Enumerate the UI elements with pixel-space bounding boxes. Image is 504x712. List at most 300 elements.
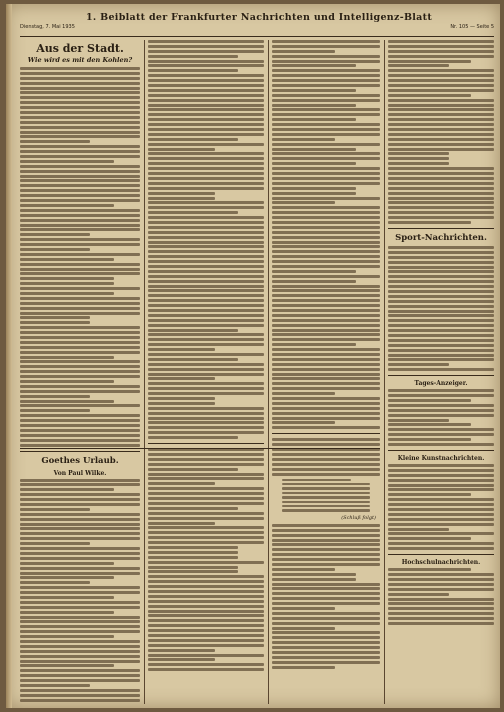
text-line bbox=[148, 123, 264, 126]
text-line bbox=[148, 610, 264, 613]
text-line bbox=[148, 162, 264, 165]
text-line bbox=[272, 397, 380, 400]
text-line bbox=[20, 523, 140, 526]
text-line bbox=[388, 152, 449, 155]
text-line bbox=[148, 668, 264, 671]
text-line bbox=[272, 167, 380, 170]
text-line bbox=[272, 55, 380, 58]
text-line bbox=[272, 343, 356, 346]
text-line bbox=[282, 479, 351, 482]
text-line bbox=[282, 509, 370, 512]
text-line bbox=[148, 585, 264, 588]
newspaper-page bbox=[6, 4, 500, 708]
text-line bbox=[20, 601, 140, 604]
text-line bbox=[20, 253, 140, 256]
text-line bbox=[272, 636, 380, 639]
text-line bbox=[20, 111, 140, 114]
text-line bbox=[148, 211, 238, 214]
text-line bbox=[148, 458, 264, 461]
article-author-goethe: Von Paul Wilke. bbox=[53, 469, 107, 477]
text-line bbox=[20, 160, 114, 163]
text-line bbox=[388, 310, 494, 313]
text-line bbox=[148, 654, 264, 657]
text-line bbox=[388, 394, 494, 397]
text-line bbox=[148, 197, 215, 200]
text-line bbox=[388, 74, 494, 77]
text-line bbox=[272, 402, 380, 405]
text-line bbox=[388, 542, 494, 545]
text-line bbox=[148, 531, 264, 534]
text-line bbox=[148, 89, 264, 92]
text-line bbox=[388, 251, 494, 254]
text-line bbox=[272, 607, 335, 610]
text-line bbox=[272, 245, 380, 248]
text-line bbox=[20, 67, 140, 70]
text-line bbox=[148, 502, 264, 505]
text-line bbox=[148, 236, 264, 239]
text-line bbox=[272, 631, 380, 634]
text-line bbox=[388, 192, 494, 195]
text-line bbox=[20, 189, 140, 192]
text-line bbox=[388, 319, 494, 322]
text-line bbox=[20, 238, 140, 241]
text-line bbox=[272, 338, 380, 341]
text-line bbox=[148, 497, 264, 500]
text-line bbox=[388, 201, 494, 204]
text-line bbox=[148, 314, 264, 317]
text-line bbox=[20, 96, 140, 99]
text-line bbox=[148, 108, 264, 111]
text-line bbox=[388, 182, 494, 185]
text-line bbox=[388, 280, 494, 283]
text-line bbox=[20, 385, 140, 388]
text-line bbox=[148, 512, 264, 515]
text-line bbox=[148, 241, 264, 244]
text-line bbox=[272, 113, 380, 116]
text-line bbox=[388, 404, 494, 407]
text-line bbox=[20, 199, 140, 202]
text-line bbox=[148, 663, 264, 666]
text-line bbox=[272, 280, 356, 283]
divider bbox=[388, 554, 494, 555]
text-line bbox=[388, 588, 494, 591]
text-line bbox=[272, 443, 380, 446]
text-line bbox=[20, 302, 140, 305]
text-line bbox=[388, 295, 494, 298]
text-line bbox=[148, 324, 264, 327]
text-line bbox=[148, 551, 238, 554]
text-line bbox=[272, 358, 380, 361]
text-line bbox=[388, 221, 471, 224]
text-line bbox=[388, 339, 494, 342]
divider bbox=[20, 451, 140, 452]
text-line bbox=[20, 547, 140, 550]
text-line bbox=[388, 89, 494, 92]
text-line bbox=[272, 104, 356, 107]
text-line bbox=[388, 69, 494, 72]
text-line bbox=[272, 387, 380, 390]
text-line bbox=[388, 568, 471, 571]
text-line bbox=[148, 426, 264, 429]
text-line bbox=[272, 201, 335, 204]
text-line bbox=[20, 233, 90, 236]
text-line bbox=[272, 157, 380, 160]
text-line bbox=[148, 600, 264, 603]
text-line bbox=[272, 236, 380, 239]
text-line bbox=[20, 552, 140, 555]
text-line bbox=[20, 224, 140, 227]
text-line bbox=[148, 338, 264, 341]
text-line bbox=[272, 172, 380, 175]
text-line bbox=[148, 526, 264, 529]
text-line bbox=[148, 94, 264, 97]
text-line bbox=[272, 348, 380, 351]
text-line bbox=[20, 488, 114, 491]
text-line bbox=[388, 128, 494, 131]
text-line bbox=[148, 575, 264, 578]
divider bbox=[148, 443, 264, 444]
text-line bbox=[388, 123, 494, 126]
text-line bbox=[148, 590, 264, 593]
text-line bbox=[388, 79, 494, 82]
text-line bbox=[272, 656, 380, 659]
text-line bbox=[148, 226, 264, 229]
text-line bbox=[148, 536, 264, 539]
text-line bbox=[20, 591, 140, 594]
text-line bbox=[20, 307, 140, 310]
text-line bbox=[272, 568, 335, 571]
text-line bbox=[388, 474, 494, 477]
text-line bbox=[388, 464, 494, 467]
text-line bbox=[388, 583, 494, 586]
text-line bbox=[388, 573, 494, 576]
article-body-col3-top bbox=[272, 40, 380, 429]
text-line bbox=[148, 412, 264, 415]
text-line bbox=[388, 523, 494, 526]
text-line bbox=[148, 580, 264, 583]
text-line bbox=[20, 424, 140, 427]
text-line bbox=[272, 50, 335, 53]
text-line bbox=[20, 635, 114, 638]
text-line bbox=[388, 547, 494, 550]
text-line bbox=[388, 162, 449, 165]
text-line bbox=[272, 143, 380, 146]
text-line bbox=[272, 612, 380, 615]
text-line bbox=[388, 368, 494, 371]
text-line bbox=[20, 498, 140, 501]
column-3 bbox=[272, 40, 380, 704]
text-line bbox=[388, 349, 494, 352]
text-line bbox=[20, 630, 140, 633]
text-line bbox=[20, 483, 140, 486]
text-line bbox=[272, 573, 356, 576]
text-line bbox=[272, 558, 380, 561]
text-line bbox=[20, 131, 140, 134]
text-line bbox=[20, 282, 114, 285]
text-line bbox=[272, 382, 380, 385]
text-line bbox=[388, 537, 471, 540]
text-line bbox=[148, 255, 264, 258]
text-line bbox=[20, 116, 140, 119]
text-line bbox=[272, 89, 356, 92]
text-line bbox=[20, 272, 140, 275]
text-line bbox=[20, 645, 140, 648]
text-line bbox=[20, 625, 140, 628]
text-line bbox=[20, 351, 140, 354]
text-line bbox=[272, 74, 380, 77]
text-line bbox=[148, 629, 264, 632]
article-subtitle-local: Wie wird es mit den Kohlen? bbox=[27, 56, 133, 64]
text-line bbox=[20, 689, 140, 692]
text-line bbox=[20, 346, 140, 349]
text-line bbox=[148, 348, 215, 351]
text-line bbox=[272, 231, 380, 234]
text-line bbox=[20, 72, 140, 75]
text-line bbox=[388, 50, 494, 53]
text-line bbox=[148, 45, 264, 48]
text-line bbox=[272, 553, 380, 556]
text-line bbox=[388, 532, 494, 535]
text-line bbox=[20, 444, 140, 447]
text-line bbox=[20, 606, 140, 609]
text-line bbox=[272, 79, 380, 82]
text-line bbox=[148, 69, 238, 72]
text-line bbox=[282, 501, 370, 504]
text-line bbox=[20, 101, 140, 104]
text-line bbox=[272, 392, 335, 395]
article-title-goethe: Goethes Urlaub. bbox=[41, 455, 119, 466]
text-line bbox=[388, 275, 494, 278]
text-line bbox=[20, 542, 90, 545]
divider bbox=[388, 450, 494, 451]
text-line bbox=[148, 221, 264, 224]
text-line bbox=[20, 586, 140, 589]
text-line bbox=[148, 492, 264, 495]
text-line bbox=[388, 607, 494, 610]
text-line bbox=[388, 138, 494, 141]
text-line bbox=[20, 321, 90, 324]
text-line bbox=[148, 138, 238, 141]
text-line bbox=[388, 55, 494, 58]
text-line bbox=[148, 152, 264, 155]
text-line bbox=[148, 177, 264, 180]
text-line bbox=[148, 128, 264, 131]
text-line bbox=[388, 177, 494, 180]
text-line bbox=[388, 172, 494, 175]
text-line bbox=[272, 270, 356, 273]
text-line bbox=[148, 417, 264, 420]
text-line bbox=[272, 45, 380, 48]
text-line bbox=[148, 187, 264, 190]
text-line bbox=[20, 336, 140, 339]
text-line bbox=[20, 204, 114, 207]
text-line bbox=[20, 341, 140, 344]
text-line bbox=[148, 206, 264, 209]
text-line bbox=[272, 314, 380, 317]
text-line bbox=[388, 443, 494, 446]
text-line bbox=[20, 356, 114, 359]
text-line bbox=[272, 534, 380, 537]
text-line bbox=[148, 407, 264, 410]
text-line bbox=[388, 598, 494, 601]
text-line bbox=[272, 40, 380, 43]
text-line bbox=[272, 578, 356, 581]
article-body-col3-bottom bbox=[272, 524, 380, 669]
text-line bbox=[272, 197, 380, 200]
text-line bbox=[148, 79, 264, 82]
text-line bbox=[148, 167, 264, 170]
text-line bbox=[148, 507, 238, 510]
text-line bbox=[20, 87, 140, 90]
text-line bbox=[20, 674, 140, 677]
text-line bbox=[272, 148, 356, 151]
text-line bbox=[20, 121, 140, 124]
article-title-local: Aus der Stadt. bbox=[36, 42, 124, 55]
text-line bbox=[272, 285, 380, 288]
text-line bbox=[20, 145, 140, 148]
text-line bbox=[148, 566, 238, 569]
text-line bbox=[388, 187, 494, 190]
text-line bbox=[20, 380, 114, 383]
text-line bbox=[388, 45, 494, 48]
text-line bbox=[148, 541, 264, 544]
text-line bbox=[20, 650, 140, 653]
text-line bbox=[272, 543, 380, 546]
text-line bbox=[388, 428, 494, 431]
text-line bbox=[272, 304, 380, 307]
text-line bbox=[388, 409, 494, 412]
text-line bbox=[388, 528, 449, 531]
text-line bbox=[272, 299, 380, 302]
text-line bbox=[148, 473, 264, 476]
text-line bbox=[388, 314, 494, 317]
text-line bbox=[20, 326, 140, 329]
text-line bbox=[272, 221, 380, 224]
text-line bbox=[148, 40, 264, 43]
text-line bbox=[20, 513, 140, 516]
text-line bbox=[148, 639, 264, 642]
text-line bbox=[148, 299, 264, 302]
text-line bbox=[148, 304, 264, 307]
text-line bbox=[148, 482, 215, 485]
text-line bbox=[272, 118, 356, 121]
text-line bbox=[148, 50, 264, 53]
text-line bbox=[388, 593, 449, 596]
text-line bbox=[272, 617, 380, 620]
text-line bbox=[148, 397, 215, 400]
text-line bbox=[388, 104, 494, 107]
text-line bbox=[20, 312, 140, 315]
text-line bbox=[20, 620, 140, 623]
text-line bbox=[272, 563, 380, 566]
text-line bbox=[20, 694, 140, 697]
text-line bbox=[20, 572, 140, 575]
text-line bbox=[272, 294, 380, 297]
text-line bbox=[20, 640, 140, 643]
column-4 bbox=[388, 40, 494, 704]
text-line bbox=[272, 421, 335, 424]
text-line bbox=[20, 611, 114, 614]
text-line bbox=[388, 246, 494, 249]
text-line bbox=[388, 167, 494, 170]
text-line bbox=[272, 661, 380, 664]
text-line bbox=[388, 602, 494, 605]
text-line bbox=[20, 616, 140, 619]
text-line bbox=[148, 658, 215, 661]
text-line bbox=[282, 505, 370, 508]
text-line bbox=[148, 468, 238, 471]
text-line bbox=[148, 216, 264, 219]
text-line bbox=[20, 135, 140, 138]
text-line bbox=[388, 508, 494, 511]
text-line bbox=[148, 561, 264, 564]
text-line bbox=[148, 463, 264, 466]
text-line bbox=[20, 228, 140, 231]
text-line bbox=[148, 634, 264, 637]
text-line bbox=[388, 414, 494, 417]
text-line bbox=[20, 360, 140, 363]
text-line bbox=[272, 426, 380, 429]
poem-block bbox=[282, 479, 370, 512]
text-line bbox=[388, 389, 494, 392]
text-line bbox=[148, 285, 264, 288]
text-line bbox=[148, 363, 264, 366]
divider bbox=[388, 228, 494, 229]
text-line bbox=[272, 69, 380, 72]
text-line bbox=[272, 329, 380, 332]
text-line bbox=[148, 624, 264, 627]
text-line bbox=[20, 562, 114, 565]
text-line bbox=[388, 324, 494, 327]
article-title-news: Kleine Kunstnachrichten. bbox=[397, 455, 485, 463]
text-line bbox=[20, 655, 140, 658]
text-line bbox=[148, 421, 264, 424]
text-line bbox=[388, 290, 494, 293]
text-line bbox=[148, 522, 215, 525]
text-line bbox=[148, 133, 264, 136]
text-line bbox=[272, 60, 380, 63]
text-line bbox=[20, 214, 140, 217]
text-line bbox=[388, 261, 494, 264]
text-line bbox=[20, 493, 140, 496]
text-line bbox=[272, 463, 380, 466]
text-line bbox=[20, 316, 90, 319]
text-line bbox=[272, 182, 380, 185]
text-line bbox=[20, 179, 140, 182]
text-line bbox=[388, 94, 471, 97]
text-line bbox=[148, 453, 264, 456]
text-line bbox=[388, 438, 471, 441]
column-1 bbox=[20, 40, 140, 704]
text-line bbox=[272, 187, 356, 190]
column-2 bbox=[148, 40, 264, 704]
text-line bbox=[20, 527, 140, 530]
text-line bbox=[20, 258, 114, 261]
text-line bbox=[20, 209, 140, 212]
text-line bbox=[148, 118, 264, 121]
text-line bbox=[272, 641, 380, 644]
text-line bbox=[272, 646, 380, 649]
text-line bbox=[272, 473, 380, 476]
text-line bbox=[272, 226, 380, 229]
text-line bbox=[272, 666, 335, 669]
text-line bbox=[148, 333, 264, 336]
text-line bbox=[20, 532, 140, 535]
article-title-calendar: Tages-Anzeiger. bbox=[414, 380, 468, 388]
text-line bbox=[388, 354, 494, 357]
text-line bbox=[272, 407, 380, 410]
text-line bbox=[20, 557, 140, 560]
